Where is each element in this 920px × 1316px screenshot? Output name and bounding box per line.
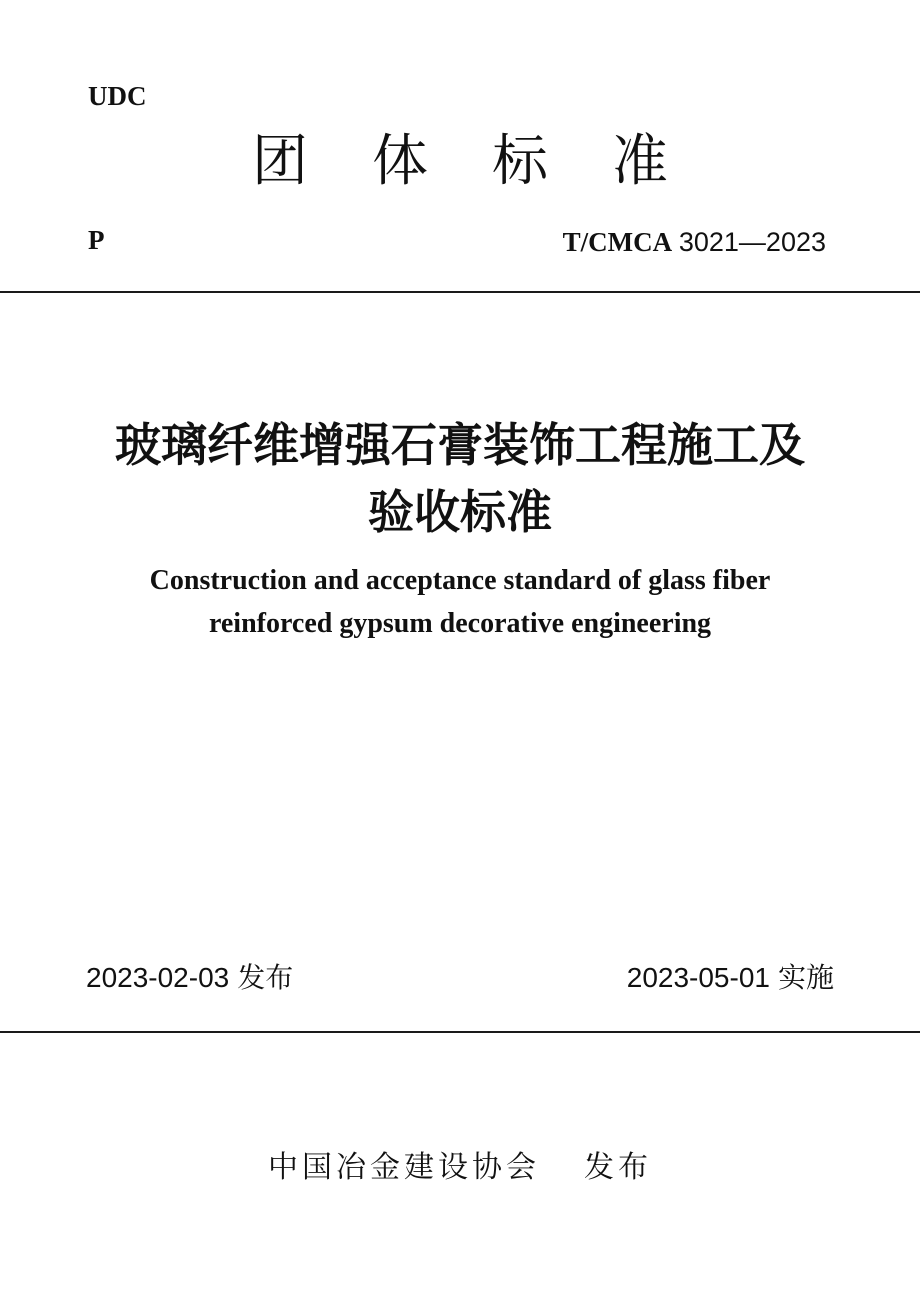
issue-date-value: 2023-02-03 xyxy=(86,962,230,993)
bottom-divider xyxy=(0,1031,920,1033)
standard-code: 3021—2023 xyxy=(678,227,826,257)
publisher-action: 发布 xyxy=(584,1150,652,1185)
issue-date-label: 发布 xyxy=(237,961,294,994)
implementation-date xyxy=(627,960,834,997)
document-type-heading: 团体标准 xyxy=(252,129,732,194)
classification-code: P xyxy=(88,225,105,255)
chinese-title-line-2: 验收标准 xyxy=(368,485,552,539)
udc-label: UDC xyxy=(88,81,147,111)
chinese-title-line-1: 玻璃纤维增强石膏装饰工程施工及 xyxy=(115,418,805,472)
standard-prefix: T/CMCA xyxy=(562,227,673,257)
implementation-date-value: 2023-05-01 xyxy=(626,962,770,993)
implementation-date-label: 实施 xyxy=(777,961,834,994)
publisher-name: 中国冶金建设协会 xyxy=(268,1150,540,1185)
top-divider xyxy=(0,291,920,293)
standard-number xyxy=(563,226,826,258)
publisher-line xyxy=(0,1148,920,1188)
english-title-line-1: Construction and acceptance standard of glass fiber xyxy=(149,565,771,596)
english-title-line-2: reinforced gypsum decorative engineering xyxy=(208,608,712,639)
issue-date xyxy=(86,960,293,997)
